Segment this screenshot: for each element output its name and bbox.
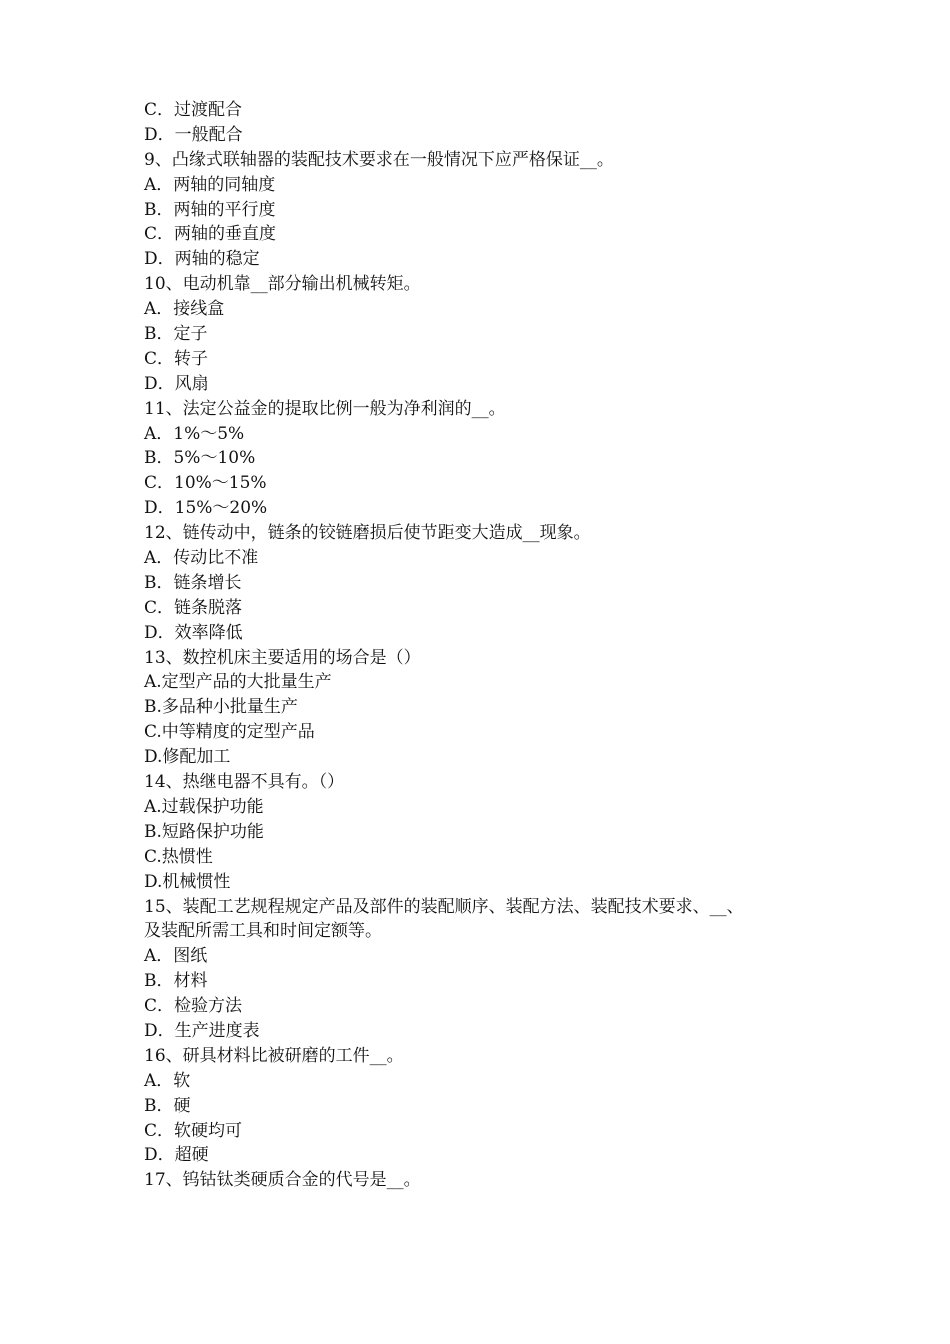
option-line: C．两轴的垂直度 [144,224,277,245]
question-line: 14、热继电器不具有。（） [144,772,345,793]
option-line: D．生产进度表 [144,1020,260,1041]
question-line: 17、钨钴钛类硬质合金的代号是__。 [144,1170,421,1191]
option-line: D.机械惯性 [144,871,231,892]
option-line: B.短路保护功能 [144,821,264,842]
option-line: D．两轴的稳定 [144,249,260,270]
option-line: B．5%～10% [144,448,256,469]
option-line: C．10%～15% [144,473,267,494]
option-line: C.热惯性 [144,846,213,867]
option-line: B．硬 [144,1095,191,1116]
question-line: 11、法定公益金的提取比例一般为净利润的__。 [144,398,506,419]
option-line: C．转子 [144,348,209,369]
option-line: A．传动比不准 [144,548,259,569]
question-continuation-line: 及装配所需工具和时间定额等。 [144,921,382,942]
option-line: C.中等精度的定型产品 [144,722,315,743]
option-line: A．1%～5% [144,423,245,444]
option-line: D．15%～20% [144,498,268,519]
option-line: D．超硬 [144,1145,209,1166]
question-line: 13、数控机床主要适用的场合是（） [144,647,421,668]
option-line: D．效率降低 [144,622,243,643]
option-line: B．链条增长 [144,572,242,593]
question-line: 10、电动机靠__部分输出机械转矩。 [144,274,421,295]
option-line: A．两轴的同轴度 [144,174,276,195]
option-line: B.多品种小批量生产 [144,697,298,718]
option-line: B．两轴的平行度 [144,199,276,220]
option-line: A．软 [144,1070,191,1091]
option-line: C．软硬均可 [144,1120,243,1141]
option-line: D.修配加工 [144,747,231,768]
option-line: D．一般配合 [144,124,243,145]
option-line: A．图纸 [144,946,208,967]
question-line: 15、装配工艺规程规定产品及部件的装配顺序、装配方法、装配技术要求、__、 [144,896,744,917]
option-line: A.过载保护功能 [144,796,264,817]
document-body [144,98,824,1193]
option-line: B．定子 [144,324,208,345]
option-line: B．材料 [144,971,208,992]
option-line: A．接线盒 [144,299,225,320]
option-line: A.定型产品的大批量生产 [144,672,332,693]
option-line: C．链条脱落 [144,597,243,618]
option-line: C．过渡配合 [144,100,243,120]
option-line: C．检验方法 [144,996,243,1017]
question-line: 9、凸缘式联轴器的装配技术要求在一般情况下应严格保证__。 [144,149,614,170]
option-line: D．风扇 [144,373,209,394]
question-line: 12、链传动中，链条的铰链磨损后使节距变大造成__现象。 [144,523,591,544]
question-line: 16、研具材料比被研磨的工件__。 [144,1045,404,1066]
